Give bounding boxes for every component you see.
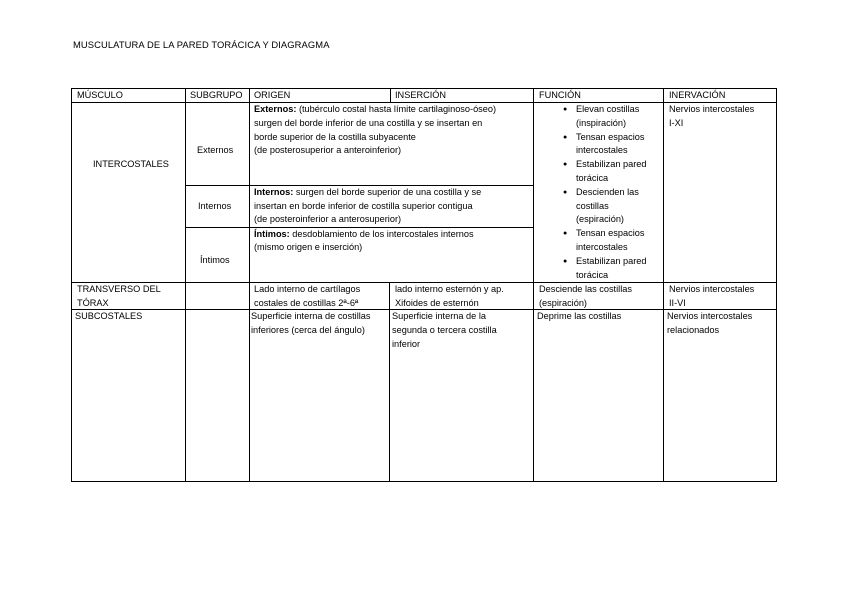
origen-externos-line1 xyxy=(254,102,496,116)
internos-text: surgen del borde superior de una costilla y se xyxy=(293,187,482,197)
insercion-transverso-2: Xifoides de esternón xyxy=(395,298,479,308)
externos-text: (tubérculo costal hasta límite cartilaginoso-óseo) xyxy=(296,104,497,114)
bullet-icon: ● xyxy=(563,258,568,265)
bullet-icon: ● xyxy=(563,189,568,196)
inervacion-subcostales-1: Nervios intercostales xyxy=(667,311,753,321)
bullet-icon: ● xyxy=(563,230,568,237)
origen-subcostales-1: Superficie interna de costillas xyxy=(251,311,371,321)
intimos-text: desdoblamiento de los intercostales internos xyxy=(289,229,474,239)
col-divider-insercion-header xyxy=(390,88,391,102)
funcion-internos-2: costillas xyxy=(576,201,609,211)
intimos-bold-label: Íntimos: xyxy=(254,229,290,239)
bullet-icon: ● xyxy=(563,161,568,168)
header-inervacion: INERVACIÓN xyxy=(669,90,726,100)
funcion-internos-3: (espiración) xyxy=(576,214,624,224)
musculo-subcostales: SUBCOSTALES xyxy=(75,311,143,321)
inervacion-intercostales-2: I-XI xyxy=(669,118,684,128)
origen-internos-line1 xyxy=(254,185,481,199)
musculo-transverso-2: TÓRAX xyxy=(77,298,109,308)
subgrupo-intimos: Íntimos xyxy=(200,255,230,265)
table-border-right xyxy=(776,88,777,482)
table-border-left xyxy=(71,88,72,482)
origen-intimos-line1 xyxy=(254,227,474,241)
col-divider-origen xyxy=(249,88,250,482)
funcion-externos-5: Estabilizan pared xyxy=(576,159,647,169)
funcion-externos-6: torácica xyxy=(576,173,609,183)
document-title: MUSCULATURA DE LA PARED TORÁCICA Y DIAGRAGMA xyxy=(73,39,330,50)
origen-transverso-2: costales de costillas 2ª-6ª xyxy=(254,298,359,308)
header-insercion: INSERCIÓN xyxy=(395,90,447,100)
col-divider-insercion xyxy=(389,282,390,482)
header-origen: ORIGEN xyxy=(254,90,291,100)
funcion-externos-2: (inspiración) xyxy=(576,118,627,128)
musculo-transverso-1: TRANSVERSO DEL xyxy=(77,284,161,294)
funcion-internos-4: Tensan espacios xyxy=(576,228,645,238)
inervacion-intercostales-1: Nervios intercostales xyxy=(669,104,755,114)
origen-internos-line3: (de posteroinferior a anterosuperior) xyxy=(254,214,402,224)
origen-externos-line4: (de posterosuperior a anteroinferior) xyxy=(254,145,402,155)
origen-intimos-line2: (mismo origen e inserción) xyxy=(254,242,363,252)
subgrupo-externos: Externos xyxy=(197,145,234,155)
musculo-intercostales: INTERCOSTALES xyxy=(93,159,169,169)
col-divider-funcion xyxy=(533,88,534,482)
funcion-subcostales: Deprime las costillas xyxy=(537,311,622,321)
funcion-internos-1: Descienden las xyxy=(576,187,639,197)
inervacion-transverso-2: II-VI xyxy=(669,298,686,308)
funcion-transverso-1: Desciende las costillas xyxy=(539,284,632,294)
funcion-transverso-2: (espiración) xyxy=(539,298,587,308)
externos-bold-label: Externos: xyxy=(254,104,297,114)
bullet-icon: ● xyxy=(563,134,568,141)
insercion-subcostales-1: Superficie interna de la xyxy=(392,311,486,321)
bullet-icon: ● xyxy=(563,106,568,113)
funcion-externos-3: Tensan espacios xyxy=(576,132,645,142)
funcion-externos-1: Elevan costillas xyxy=(576,104,640,114)
origen-subcostales-2: inferiores (cerca del ángulo) xyxy=(251,325,365,335)
funcion-internos-7: torácica xyxy=(576,270,609,280)
inervacion-transverso-1: Nervios intercostales xyxy=(669,284,755,294)
inervacion-subcostales-2: relacionados xyxy=(667,325,720,335)
col-divider-subgrupo xyxy=(185,88,186,482)
origen-transverso-1: Lado interno de cartílagos xyxy=(254,284,361,294)
col-divider-inervacion xyxy=(663,88,664,482)
table-border-bottom xyxy=(71,481,776,482)
origen-externos-line3: borde superior de la costilla subyacente xyxy=(254,132,416,142)
insercion-transverso-1: lado interno esternón y ap. xyxy=(395,284,504,294)
header-funcion: FUNCIÓN xyxy=(539,90,581,100)
subgrupo-internos: Internos xyxy=(198,201,232,211)
header-subgrupo: SUBGRUPO xyxy=(190,90,243,100)
internos-bold-label: Internos: xyxy=(254,187,294,197)
funcion-internos-5: intercostales xyxy=(576,242,628,252)
insercion-subcostales-3: inferior xyxy=(392,339,421,349)
header-musculo: MÚSCULO xyxy=(77,90,123,100)
origen-internos-line2: insertan en borde inferior de costilla superior contigua xyxy=(254,201,473,211)
funcion-externos-4: intercostales xyxy=(576,145,628,155)
insercion-subcostales-2: segunda o tercera costilla xyxy=(392,325,497,335)
funcion-internos-6: Estabilizan pared xyxy=(576,256,647,266)
origen-externos-line2: surgen del borde inferior de una costilla y se insertan en xyxy=(254,118,483,128)
